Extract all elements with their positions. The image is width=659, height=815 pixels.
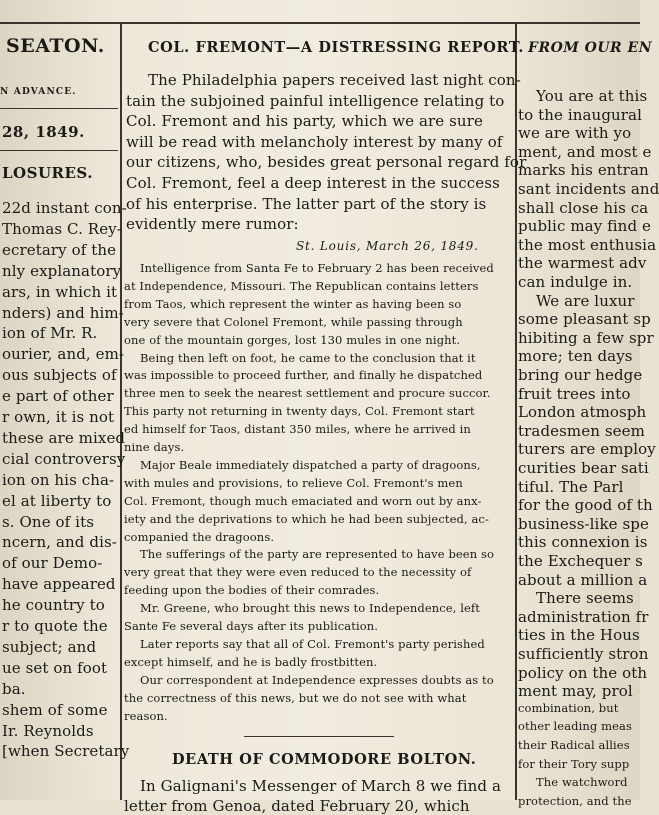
- text-line: shem of some: [2, 700, 108, 719]
- text-line: r to quote the: [2, 617, 108, 635]
- dateline: St. Louis, March 26, 1849.: [296, 239, 479, 253]
- headline-bolton: DEATH OF COMMODORE BOLTON.: [172, 751, 477, 768]
- rule: [0, 108, 118, 109]
- section-divider: [244, 736, 394, 737]
- text-line: tain the subjoined painful intelligence relating to: [126, 91, 505, 110]
- text-line: he country to: [2, 596, 105, 615]
- headline-fremont: COL. FREMONT—A DISTRESSING REPORT.: [148, 39, 524, 56]
- text-line: el at liberty to: [2, 491, 112, 510]
- text-line: the Exchequer s: [518, 552, 643, 570]
- text-line: sufficiently stron: [518, 645, 649, 663]
- text-line: This party not returning in twenty days, Col. Fremont start: [124, 404, 475, 419]
- column-rule-left: [120, 24, 122, 800]
- text-line: ba.: [2, 679, 26, 698]
- text-line: the warmest adv: [518, 254, 647, 273]
- text-line: ncern, and dis-: [2, 533, 117, 552]
- text-line: ue set on foot: [2, 658, 108, 677]
- text-line: London atmosph: [518, 403, 647, 422]
- text-line: s. One of its: [2, 512, 95, 531]
- right-headline: FROM OUR EN: [528, 40, 653, 56]
- text-line: Thomas C. Rey-: [2, 219, 122, 238]
- masthead-fragment: SEATON.: [6, 35, 105, 57]
- text-line: protection, and the: [518, 793, 632, 808]
- text-line: administration fr: [518, 607, 649, 626]
- text-line: Mr. Greene, who brought this news to Independence, left: [140, 601, 480, 616]
- text-line: other leading meas: [518, 719, 632, 734]
- text-line: ment, and most e: [518, 142, 652, 161]
- text-line: tiful. The Parl: [518, 477, 624, 496]
- text-line: for the good of th: [518, 496, 653, 515]
- text-line: We are luxur: [536, 291, 635, 310]
- text-line: You are at this: [536, 87, 648, 105]
- text-line: r own, it is not: [2, 408, 115, 426]
- text-line: subject; and: [2, 637, 97, 656]
- text-line: very severe that Colonel Fremont, while passing through: [124, 314, 463, 329]
- text-line: very great that they were even reduced to the necessity of: [124, 565, 472, 580]
- text-line: our citizens, who, besides great personal regard for: [126, 153, 527, 172]
- text-line: Col. Fremont and his party, which we are sure: [126, 112, 483, 131]
- text-line: policy on the oth: [518, 663, 648, 682]
- text-line: ion on his cha-: [2, 470, 115, 489]
- text-line: cial controversy: [2, 449, 126, 468]
- right-column: [518, 0, 659, 808]
- text-line: There seems: [536, 589, 634, 608]
- text-line: for their Tory supp: [518, 756, 630, 771]
- text-line: evidently mere rumor:: [126, 215, 299, 234]
- text-line: [when Secretary: [2, 742, 130, 761]
- text-line: from Taos, which represent the winter as having been so: [124, 296, 462, 311]
- text-line: iety and the deprivations to which he had been subjected, ac-: [124, 511, 489, 526]
- text-line: Col. Fremont, feel a deep interest in the success: [126, 174, 500, 192]
- advance-note: N ADVANCE.: [0, 87, 77, 97]
- text-line: ed himself for Taos, distant 350 miles, where he arrived in: [124, 422, 471, 437]
- text-line: these are mixed: [2, 428, 126, 447]
- text-line: ment may, prol: [518, 682, 633, 701]
- issue-date: 28, 1849.: [2, 123, 85, 141]
- text-line: Major Beale immediately dispatched a party of dragoons,: [140, 457, 481, 472]
- text-line: The watchword: [536, 775, 628, 790]
- text-line: Col. Fremont, though much emaciated and worn out by anx-: [124, 493, 482, 508]
- text-line: nders) and him-: [2, 303, 124, 322]
- text-line: three men to seek the nearest settlement and procure succor.: [124, 386, 491, 401]
- text-line: some pleasant sp: [518, 310, 651, 329]
- text-line: the most enthusia: [518, 235, 657, 254]
- text-line: Our correspondent at Independence expresses doubts as to: [140, 672, 494, 687]
- text-line: The Philadelphia papers received last night con-: [148, 71, 521, 89]
- text-line: public may find e: [518, 217, 651, 236]
- text-line: sant incidents and: [518, 180, 659, 198]
- text-line: 22d instant con-: [2, 199, 127, 217]
- text-line: about a million a: [518, 570, 648, 589]
- text-line: letter from Genoa, dated February 20, which: [124, 797, 470, 815]
- text-line: tradesmen seem: [518, 421, 645, 440]
- text-line: this connexion is: [518, 533, 648, 552]
- text-line: ties in the Hous: [518, 626, 640, 645]
- text-line: ourier, and, em-: [2, 345, 125, 364]
- text-line: ion of Mr. R.: [2, 324, 98, 343]
- text-line: was impossible to proceed further, and finally he dispatched: [124, 368, 483, 383]
- text-line: their Radical allies: [518, 738, 630, 752]
- text-line: Ir. Reynolds: [2, 721, 94, 740]
- text-line: at Independence, Missouri. The Republican contains letters: [124, 278, 479, 293]
- left-column: [0, 0, 130, 800]
- text-line: bring our hedge: [518, 366, 643, 384]
- text-line: business-like spe: [518, 514, 649, 533]
- text-line: shall close his ca: [518, 198, 649, 217]
- text-line: In Galignani's Messenger of March 8 we find a: [140, 777, 501, 795]
- text-line: except himself, and he is badly frostbitten.: [124, 654, 378, 669]
- text-line: of his enterprise. The latter part of the story is: [126, 194, 487, 213]
- rule: [0, 150, 118, 151]
- text-line: Intelligence from Santa Fe to February 2 has been received: [140, 261, 494, 275]
- text-line: of our Demo-: [2, 554, 103, 573]
- text-line: Later reports say that all of Col. Fremont's party perished: [140, 636, 485, 651]
- column-rule-right: [515, 24, 517, 800]
- text-line: the correctness of this news, but we do not see with what: [124, 690, 467, 705]
- section-title: LOSURES.: [2, 164, 93, 182]
- text-line: to the inaugural: [518, 105, 642, 124]
- text-line: with mules and provisions, to relieve Col. Fremont's men: [124, 475, 463, 490]
- text-line: Being then left on foot, he came to the conclusion that it: [140, 350, 476, 365]
- text-line: reason.: [124, 708, 168, 723]
- text-line: one of the mountain gorges, lost 130 mules in one night.: [124, 332, 461, 347]
- text-line: The sufferings of the party are represented to have been so: [140, 547, 494, 562]
- text-line: can indulge in.: [518, 273, 633, 291]
- text-line: feeding upon the bodies of their comrades.: [124, 583, 380, 598]
- text-line: ars, in which it: [2, 282, 118, 301]
- middle-column: [124, 0, 527, 815]
- text-line: we are with yo: [518, 124, 632, 143]
- text-line: nly explanatory: [2, 261, 122, 280]
- text-line: combination, but: [518, 700, 619, 715]
- text-line: Sante Fe several days after its publication.: [124, 619, 379, 633]
- text-line: companied the dragoons.: [124, 529, 275, 544]
- text-line: more; ten days: [518, 347, 633, 366]
- text-line: curities bear sati: [518, 459, 649, 477]
- text-line: will be read with melancholy interest by many of: [126, 132, 503, 151]
- text-line: turers are employ: [518, 440, 656, 459]
- text-line: fruit trees into: [518, 384, 631, 403]
- text-line: ous subjects of: [2, 366, 117, 385]
- text-line: e part of other: [2, 387, 114, 406]
- text-line: marks his entran: [518, 161, 649, 180]
- text-line: hibiting a few spr: [518, 328, 654, 347]
- text-line: have appeared: [2, 575, 116, 594]
- text-line: ecretary of the: [2, 240, 117, 259]
- text-line: nine days.: [124, 440, 185, 454]
